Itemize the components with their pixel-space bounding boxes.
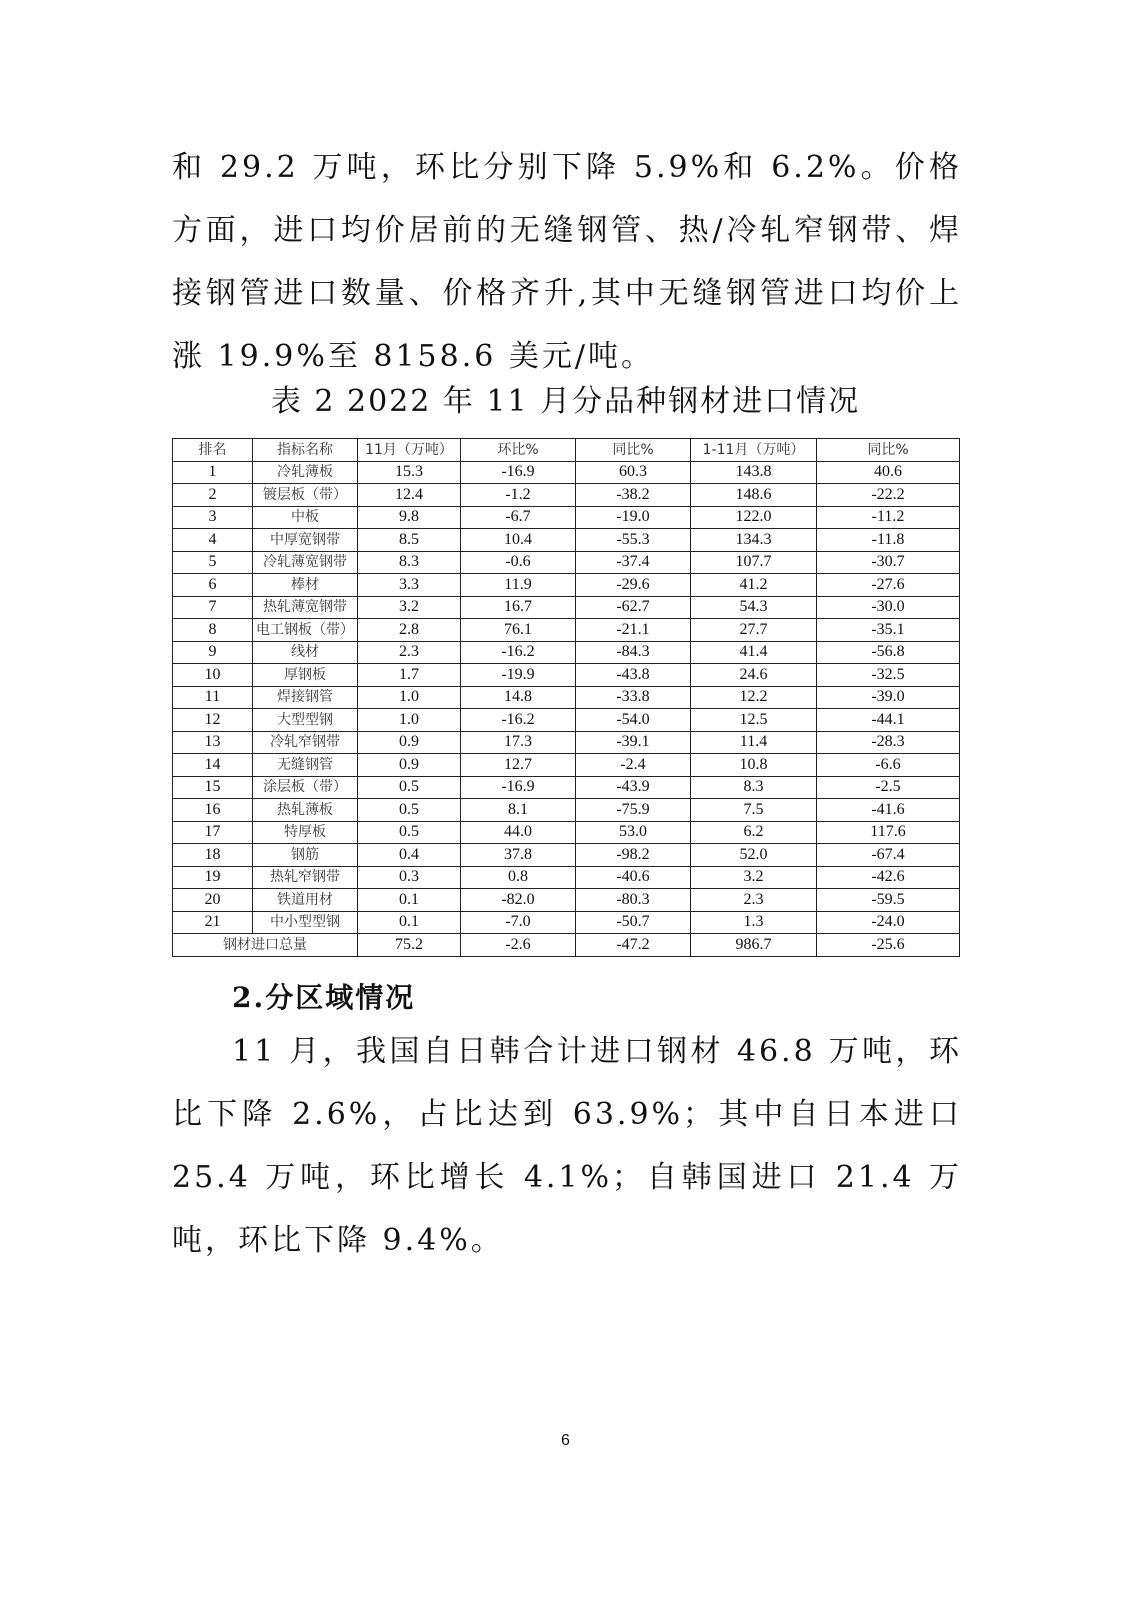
- cell-ytd-volume: 41.4: [691, 641, 817, 664]
- cell-item-name: 涂层板（带）: [253, 776, 358, 799]
- cell-november-volume: 2.8: [358, 619, 461, 642]
- cell-ytd-volume: 10.8: [691, 754, 817, 777]
- cell-item-name: 冷轧薄宽钢带: [253, 551, 358, 574]
- table-row: [173, 754, 960, 777]
- header-ytd-volume: 1-11月（万吨）: [691, 439, 817, 462]
- total-mom-change: -2.6: [461, 934, 576, 957]
- cell-ytd-volume: 134.3: [691, 529, 817, 552]
- cell-mom-change: -16.9: [461, 776, 576, 799]
- cell-rank: 6: [173, 574, 253, 597]
- header-ytd-yoy-change: 同比%: [817, 439, 960, 462]
- cell-ytd-yoy-change: -27.6: [817, 574, 960, 597]
- cell-item-name: 电工钢板（带）: [253, 619, 358, 642]
- intro-paragraph: 和 29.2 万吨，环比分别下降 5.9%和 6.2%。价格方面，进口均价居前的无缝钢管、热/冷轧窄钢带、焊接钢管进口数量、价格齐升,其中无缝钢管进口均价上涨 19.9%至 8158.6 美元/吨。: [172, 150, 962, 374]
- header-yoy-change: 同比%: [576, 439, 691, 462]
- cell-item-name: 棒材: [253, 574, 358, 597]
- cell-ytd-yoy-change: -56.8: [817, 641, 960, 664]
- cell-november-volume: 12.4: [358, 484, 461, 507]
- table-row: [173, 821, 960, 844]
- cell-ytd-volume: 41.2: [691, 574, 817, 597]
- cell-ytd-yoy-change: 117.6: [817, 821, 960, 844]
- table-row: [173, 686, 960, 709]
- cell-mom-change: -82.0: [461, 889, 576, 912]
- cell-ytd-yoy-change: -44.1: [817, 709, 960, 732]
- cell-november-volume: 1.0: [358, 686, 461, 709]
- cell-ytd-volume: 12.5: [691, 709, 817, 732]
- cell-mom-change: 37.8: [461, 844, 576, 867]
- cell-ytd-yoy-change: -30.0: [817, 596, 960, 619]
- table-row: [173, 664, 960, 687]
- cell-rank: 2: [173, 484, 253, 507]
- cell-ytd-yoy-change: 40.6: [817, 461, 960, 484]
- cell-ytd-volume: 3.2: [691, 866, 817, 889]
- cell-november-volume: 0.4: [358, 844, 461, 867]
- cell-mom-change: 11.9: [461, 574, 576, 597]
- cell-november-volume: 8.3: [358, 551, 461, 574]
- table-row: [173, 911, 960, 934]
- cell-rank: 14: [173, 754, 253, 777]
- table-row: [173, 461, 960, 484]
- cell-mom-change: -16.2: [461, 641, 576, 664]
- total-ytd-yoy-change: -25.6: [817, 934, 960, 957]
- cell-yoy-change: -33.8: [576, 686, 691, 709]
- cell-ytd-volume: 24.6: [691, 664, 817, 687]
- cell-ytd-yoy-change: -22.2: [817, 484, 960, 507]
- cell-ytd-volume: 52.0: [691, 844, 817, 867]
- cell-ytd-yoy-change: -6.6: [817, 754, 960, 777]
- table-row: [173, 619, 960, 642]
- cell-rank: 10: [173, 664, 253, 687]
- header-mom-change: 环比%: [461, 439, 576, 462]
- cell-ytd-yoy-change: -41.6: [817, 799, 960, 822]
- cell-mom-change: 16.7: [461, 596, 576, 619]
- cell-november-volume: 0.3: [358, 866, 461, 889]
- cell-ytd-volume: 12.2: [691, 686, 817, 709]
- cell-item-name: 线材: [253, 641, 358, 664]
- cell-item-name: 厚钢板: [253, 664, 358, 687]
- cell-yoy-change: -39.1: [576, 731, 691, 754]
- cell-ytd-yoy-change: -24.0: [817, 911, 960, 934]
- cell-mom-change: 8.1: [461, 799, 576, 822]
- cell-rank: 13: [173, 731, 253, 754]
- cell-item-name: 热轧薄宽钢带: [253, 596, 358, 619]
- cell-yoy-change: -84.3: [576, 641, 691, 664]
- cell-november-volume: 1.7: [358, 664, 461, 687]
- cell-november-volume: 0.5: [358, 821, 461, 844]
- cell-item-name: 中小型型钢: [253, 911, 358, 934]
- cell-november-volume: 1.0: [358, 709, 461, 732]
- cell-ytd-volume: 148.6: [691, 484, 817, 507]
- cell-ytd-volume: 54.3: [691, 596, 817, 619]
- cell-rank: 21: [173, 911, 253, 934]
- steel-import-table: [172, 438, 960, 957]
- cell-item-name: 铁道用材: [253, 889, 358, 912]
- total-ytd-volume: 986.7: [691, 934, 817, 957]
- cell-ytd-yoy-change: -42.6: [817, 866, 960, 889]
- cell-november-volume: 3.3: [358, 574, 461, 597]
- cell-ytd-volume: 11.4: [691, 731, 817, 754]
- cell-rank: 19: [173, 866, 253, 889]
- cell-november-volume: 0.1: [358, 889, 461, 912]
- cell-ytd-volume: 107.7: [691, 551, 817, 574]
- cell-ytd-volume: 2.3: [691, 889, 817, 912]
- cell-ytd-yoy-change: -28.3: [817, 731, 960, 754]
- cell-yoy-change: -50.7: [576, 911, 691, 934]
- cell-rank: 15: [173, 776, 253, 799]
- cell-yoy-change: -37.4: [576, 551, 691, 574]
- cell-ytd-yoy-change: -67.4: [817, 844, 960, 867]
- cell-item-name: 热轧窄钢带: [253, 866, 358, 889]
- cell-ytd-volume: 143.8: [691, 461, 817, 484]
- cell-ytd-yoy-change: -30.7: [817, 551, 960, 574]
- cell-rank: 9: [173, 641, 253, 664]
- cell-mom-change: 12.7: [461, 754, 576, 777]
- cell-rank: 17: [173, 821, 253, 844]
- cell-ytd-volume: 7.5: [691, 799, 817, 822]
- cell-item-name: 中板: [253, 506, 358, 529]
- cell-item-name: 冷轧薄板: [253, 461, 358, 484]
- cell-mom-change: -0.6: [461, 551, 576, 574]
- cell-item-name: 热轧薄板: [253, 799, 358, 822]
- table-row: [173, 776, 960, 799]
- cell-ytd-yoy-change: -59.5: [817, 889, 960, 912]
- cell-yoy-change: -54.0: [576, 709, 691, 732]
- cell-ytd-volume: 122.0: [691, 506, 817, 529]
- cell-november-volume: 0.9: [358, 754, 461, 777]
- table-row: [173, 641, 960, 664]
- cell-ytd-yoy-change: -11.2: [817, 506, 960, 529]
- cell-mom-change: 44.0: [461, 821, 576, 844]
- cell-rank: 7: [173, 596, 253, 619]
- cell-item-name: 特厚板: [253, 821, 358, 844]
- section-heading: 2.分区域情况: [232, 981, 416, 1014]
- total-label: 钢材进口总量: [173, 934, 358, 957]
- header-item-name: 指标名称: [253, 439, 358, 462]
- cell-mom-change: 0.8: [461, 866, 576, 889]
- table-row: [173, 709, 960, 732]
- cell-yoy-change: -43.9: [576, 776, 691, 799]
- region-paragraph: 11 月，我国自日韩合计进口钢材 46.8 万吨，环比下降 2.6%，占比达到 63.9%；其中自日本进口 25.4 万吨，环比增长 4.1%；自韩国进口 21.4 万吨，环比下降 9.4%。: [172, 1034, 962, 1258]
- cell-mom-change: -19.9: [461, 664, 576, 687]
- cell-november-volume: 3.2: [358, 596, 461, 619]
- cell-yoy-change: -19.0: [576, 506, 691, 529]
- table-body: [173, 461, 960, 934]
- cell-rank: 4: [173, 529, 253, 552]
- table-total-row: [173, 934, 960, 957]
- table-row: [173, 551, 960, 574]
- cell-rank: 12: [173, 709, 253, 732]
- cell-ytd-volume: 6.2: [691, 821, 817, 844]
- header-rank: 排名: [173, 439, 253, 462]
- cell-november-volume: 15.3: [358, 461, 461, 484]
- cell-mom-change: 14.8: [461, 686, 576, 709]
- table-row: [173, 529, 960, 552]
- cell-mom-change: -7.0: [461, 911, 576, 934]
- cell-yoy-change: -40.6: [576, 866, 691, 889]
- cell-mom-change: -1.2: [461, 484, 576, 507]
- cell-mom-change: 17.3: [461, 731, 576, 754]
- cell-mom-change: -16.2: [461, 709, 576, 732]
- cell-yoy-change: -55.3: [576, 529, 691, 552]
- cell-ytd-yoy-change: -39.0: [817, 686, 960, 709]
- table-row: [173, 506, 960, 529]
- table-row: [173, 799, 960, 822]
- cell-item-name: 大型型钢: [253, 709, 358, 732]
- cell-november-volume: 0.5: [358, 799, 461, 822]
- cell-november-volume: 0.9: [358, 731, 461, 754]
- cell-yoy-change: -80.3: [576, 889, 691, 912]
- cell-rank: 5: [173, 551, 253, 574]
- table-row: [173, 596, 960, 619]
- cell-ytd-yoy-change: -2.5: [817, 776, 960, 799]
- total-november-volume: 75.2: [358, 934, 461, 957]
- cell-november-volume: 2.3: [358, 641, 461, 664]
- cell-mom-change: -6.7: [461, 506, 576, 529]
- cell-ytd-volume: 1.3: [691, 911, 817, 934]
- table-row: [173, 889, 960, 912]
- cell-item-name: 无缝钢管: [253, 754, 358, 777]
- cell-ytd-yoy-change: -35.1: [817, 619, 960, 642]
- cell-yoy-change: -62.7: [576, 596, 691, 619]
- table-row: [173, 844, 960, 867]
- cell-ytd-volume: 8.3: [691, 776, 817, 799]
- cell-rank: 18: [173, 844, 253, 867]
- cell-ytd-volume: 27.7: [691, 619, 817, 642]
- cell-rank: 16: [173, 799, 253, 822]
- header-november-volume: 11月（万吨）: [358, 439, 461, 462]
- table-row: [173, 574, 960, 597]
- cell-rank: 1: [173, 461, 253, 484]
- cell-item-name: 焊接钢管: [253, 686, 358, 709]
- cell-mom-change: 76.1: [461, 619, 576, 642]
- cell-yoy-change: -21.1: [576, 619, 691, 642]
- cell-item-name: 中厚宽钢带: [253, 529, 358, 552]
- cell-rank: 20: [173, 889, 253, 912]
- cell-yoy-change: -2.4: [576, 754, 691, 777]
- cell-mom-change: -16.9: [461, 461, 576, 484]
- cell-november-volume: 0.1: [358, 911, 461, 934]
- table-row: [173, 731, 960, 754]
- cell-rank: 3: [173, 506, 253, 529]
- total-yoy-change: -47.2: [576, 934, 691, 957]
- page-number: 6: [561, 1432, 570, 1449]
- cell-ytd-yoy-change: -32.5: [817, 664, 960, 687]
- cell-yoy-change: 53.0: [576, 821, 691, 844]
- cell-rank: 8: [173, 619, 253, 642]
- table-caption: 表 2 2022 年 11 月分品种钢材进口情况: [270, 384, 861, 419]
- cell-rank: 11: [173, 686, 253, 709]
- cell-mom-change: 10.4: [461, 529, 576, 552]
- table-header-row: [173, 439, 960, 462]
- cell-item-name: 镀层板（带）: [253, 484, 358, 507]
- cell-yoy-change: -38.2: [576, 484, 691, 507]
- table-row: [173, 866, 960, 889]
- cell-item-name: 冷轧窄钢带: [253, 731, 358, 754]
- cell-yoy-change: -98.2: [576, 844, 691, 867]
- cell-yoy-change: 60.3: [576, 461, 691, 484]
- cell-item-name: 钢筋: [253, 844, 358, 867]
- cell-november-volume: 8.5: [358, 529, 461, 552]
- cell-ytd-yoy-change: -11.8: [817, 529, 960, 552]
- table-row: [173, 484, 960, 507]
- cell-november-volume: 9.8: [358, 506, 461, 529]
- cell-yoy-change: -43.8: [576, 664, 691, 687]
- cell-yoy-change: -75.9: [576, 799, 691, 822]
- cell-november-volume: 0.5: [358, 776, 461, 799]
- cell-yoy-change: -29.6: [576, 574, 691, 597]
